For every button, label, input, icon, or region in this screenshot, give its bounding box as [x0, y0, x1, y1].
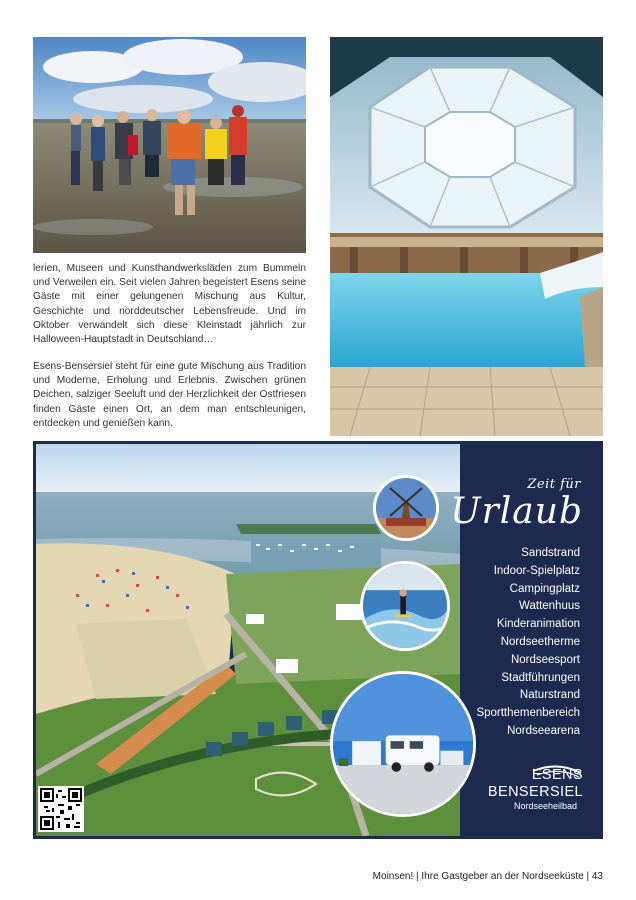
feature-item: Sportthemenbereich [476, 707, 580, 720]
feature-item: Naturstrand [519, 689, 580, 702]
article-paragraph-2-text: Esens-Bensersiel steht für eine gute Mischung aus Tradition und Moderne, Erholung und Erlebnis. Zwischen grünen Deichen, salziger Seeluft und der Herzlichkeit der Ostfriesen finden Gäste einen Ort, an dem man entschleunigen, entdecken und genießen kann. [33, 361, 306, 429]
feature-item: Indoor-Spielplatz [493, 564, 580, 577]
qr-code[interactable] [38, 786, 84, 832]
wadden-walk-photo [33, 37, 306, 253]
page-footer: Moinsen! | Ihre Gastgeber an der Nordseeküste | 43 [372, 871, 603, 882]
feature-item: Wattenhuus [519, 600, 580, 613]
esens-bensersiel-logo [473, 763, 583, 823]
feature-item: Stadtführungen [501, 671, 580, 684]
article-paragraph-1 [33, 262, 306, 347]
camping-photo-circle [330, 671, 476, 817]
article-paragraph-2 [33, 360, 306, 431]
article-paragraph-1-text: lerien, Museen und Kunsthandwerksläden zum Bummeln und Verweilen ein. Seit vielen Jahren begeistert Esens seine Gäste mit einer gelungenen Mischung aus Kultur, Geschichte und norddeutscher Lebensfreude. Und im Oktober verwandelt sich diese Kleinstadt jährlich zur Halloween-Hauptstadt in Deutschland… [33, 263, 306, 346]
tagline-large: Urlaub [450, 491, 583, 532]
logo-line-1: ESENS [531, 767, 583, 783]
feature-item: Nordseesport [510, 653, 580, 666]
tagline-small: Zeit für [527, 477, 581, 492]
logo-line-3: Nordseeheilbad [513, 801, 577, 811]
surf-photo-circle [360, 561, 450, 651]
indoor-pool-photo [330, 37, 603, 436]
feature-item: Nordseetherme [500, 635, 580, 648]
feature-item: Campingplatz [509, 582, 580, 595]
esens-bensersiel-advertisement [33, 441, 603, 839]
feature-item: Kinderanimation [496, 618, 580, 631]
feature-item: Nordseearena [507, 724, 580, 737]
feature-item: Sandstrand [521, 547, 580, 559]
windmill-photo-circle [373, 475, 439, 541]
logo-line-2: BENSERSIEL [487, 784, 583, 800]
feature-list [476, 545, 580, 741]
